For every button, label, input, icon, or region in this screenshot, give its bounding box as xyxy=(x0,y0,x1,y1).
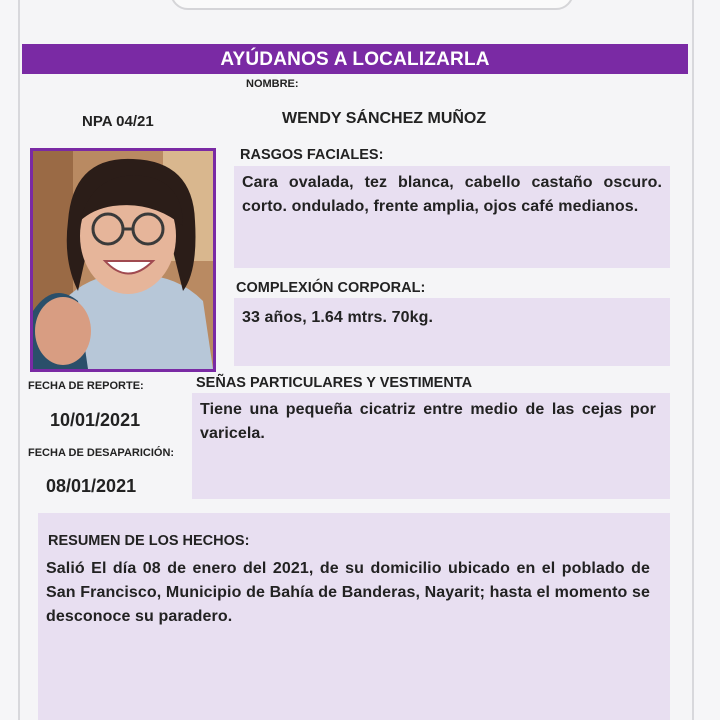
facial-label: RASGOS FACIALES: xyxy=(240,147,384,163)
disappearance-date: 08/01/2021 xyxy=(46,476,137,496)
person-photo-illustration xyxy=(33,151,213,369)
person-photo xyxy=(30,148,216,372)
summary-text: Salió El día 08 de enero del 2021, de su domicilio ubicado en el poblado de San Francisco, Municipio de Bahía de Banderas, Nayarit; hasta el momento se desconoce su paradero. xyxy=(46,560,650,625)
marks-label: SEÑAS PARTICULARES Y VESTIMENTA xyxy=(196,375,473,391)
report-date: 10/01/2021 xyxy=(50,410,141,430)
top-frame xyxy=(170,0,574,10)
facial-box xyxy=(234,166,670,268)
facial-text: Cara ovalada, tez blanca, cabello castaño oscuro. corto. ondulado, frente amplia, ojos café medianos. xyxy=(242,174,662,215)
report-date-label: FECHA DE REPORTE: xyxy=(28,380,144,392)
body-text: 33 años, 1.64 mtrs. 70kg. xyxy=(242,309,434,326)
summary-box xyxy=(38,513,670,720)
body-box xyxy=(234,298,670,366)
case-number: NPA 04/21 xyxy=(82,113,154,130)
header-title: AYÚDANOS A LOCALIZARLA xyxy=(22,44,688,74)
body-label: COMPLEXIÓN CORPORAL: xyxy=(236,280,426,296)
marks-box xyxy=(192,393,670,499)
missing-person-card xyxy=(18,0,694,720)
disappearance-date-label: FECHA DE DESAPARICIÓN: xyxy=(28,447,175,459)
marks-text: Tiene una pequeña cicatriz entre medio de las cejas por varicela. xyxy=(200,401,656,442)
person-name: WENDY SÁNCHEZ MUÑOZ xyxy=(282,110,487,127)
name-label: NOMBRE: xyxy=(246,78,299,90)
summary-label: RESUMEN DE LOS HECHOS: xyxy=(48,533,250,549)
